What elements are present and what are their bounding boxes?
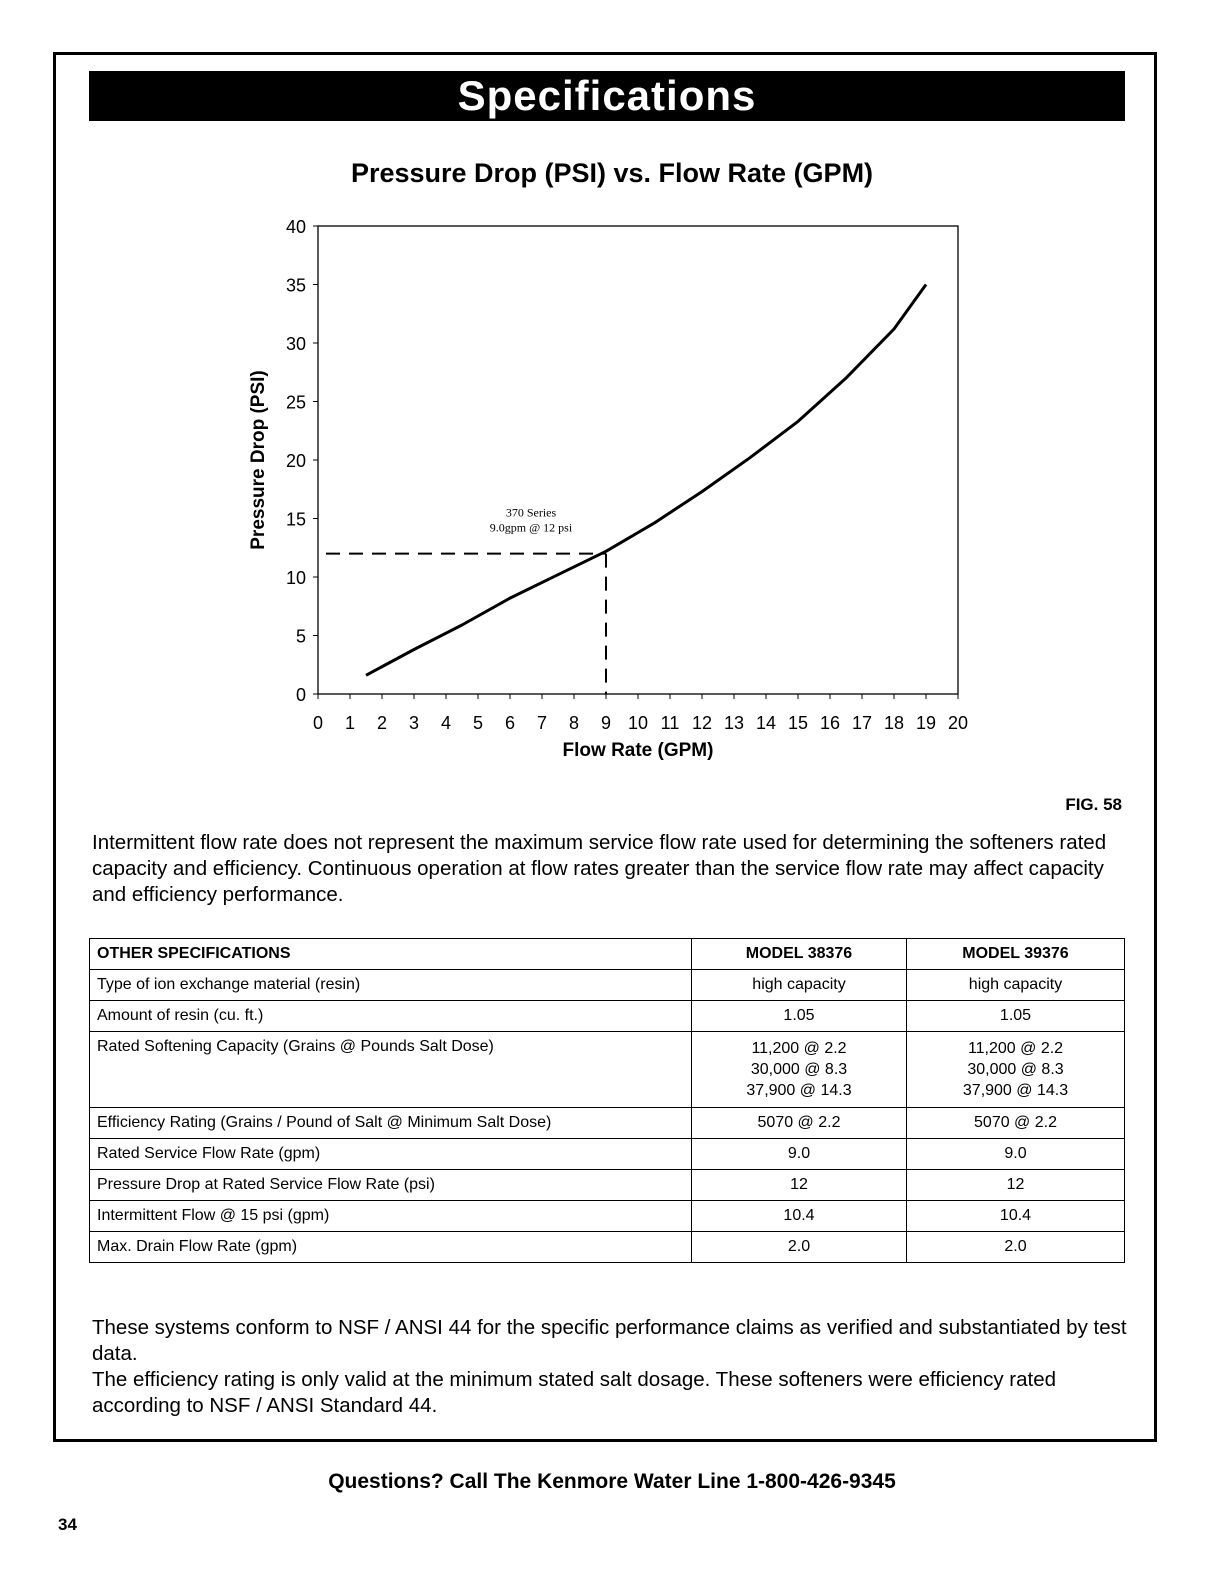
model-39376-cell: 2.0 (907, 1232, 1125, 1263)
y-tick-label: 40 (285, 217, 306, 237)
header-specification: OTHER SPECIFICATIONS (90, 939, 692, 970)
spec-label-cell: Amount of resin (cu. ft.) (90, 1001, 692, 1032)
table-row (90, 1001, 1125, 1032)
closing-paragraph (92, 1315, 1132, 1419)
page-number: 34 (58, 1515, 77, 1534)
page-title: Specifications (89, 71, 1125, 121)
table-header-row (90, 939, 1125, 970)
model-38376-cell: 1.05 (692, 1001, 907, 1032)
series-line-370 (366, 285, 926, 676)
x-tick-label: 3 (408, 713, 420, 733)
spec-label-cell: Max. Drain Flow Rate (gpm) (90, 1232, 692, 1263)
x-axis-label: Flow Rate (GPM) (562, 740, 714, 761)
x-tick-label: 0 (312, 713, 324, 733)
spec-label-cell: Rated Service Flow Rate (gpm) (90, 1139, 692, 1170)
x-tick-label: 16 (819, 713, 841, 733)
table-row (90, 1170, 1125, 1201)
x-tick-label: 20 (947, 713, 969, 733)
x-tick-label: 4 (440, 713, 452, 733)
y-tick-label: 0 (295, 685, 306, 705)
spec-label-cell: Intermittent Flow @ 15 psi (gpm) (90, 1201, 692, 1232)
x-tick-label: 15 (787, 713, 809, 733)
x-tick-label: 10 (627, 713, 649, 733)
x-tick-label: 17 (851, 713, 873, 733)
table-row (90, 1139, 1125, 1170)
plot-area (318, 226, 958, 694)
model-38376-cell: 12 (692, 1170, 907, 1201)
y-tick-label: 25 (285, 392, 306, 413)
header-model-38376: MODEL 38376 (692, 939, 907, 970)
annotation-point-label: 9.0gpm @ 12 psi (489, 520, 573, 535)
x-tick-label: 12 (691, 713, 713, 733)
y-tick-label: 20 (285, 451, 306, 471)
table-row (90, 1108, 1125, 1139)
model-39376-cell: 12 (907, 1170, 1125, 1201)
spec-label-cell: Type of ion exchange material (resin) (90, 970, 692, 1001)
model-39376-cell: 1.05 (907, 1001, 1125, 1032)
x-tick-label: 5 (472, 713, 484, 733)
x-tick-label: 7 (536, 713, 548, 733)
specifications-table (89, 938, 1125, 1263)
model-39376-cell: 11,200 @ 2.2 30,000 @ 8.3 37,900 @ 14.3 (907, 1032, 1125, 1108)
model-38376-cell: 11,200 @ 2.2 30,000 @ 8.3 37,900 @ 14.3 (692, 1032, 907, 1108)
model-39376-cell: 5070 @ 2.2 (907, 1108, 1125, 1139)
x-tick-label: 8 (568, 713, 580, 733)
spec-label-cell: Efficiency Rating (Grains / Pound of Salt @ Minimum Salt Dose) (90, 1108, 692, 1139)
y-tick-label: 15 (285, 509, 306, 530)
x-tick-label: 2 (376, 713, 388, 733)
y-tick-label: 30 (285, 334, 306, 354)
model-38376-cell: 9.0 (692, 1139, 907, 1170)
table-row (90, 1032, 1125, 1108)
spec-label-cell: Rated Softening Capacity (Grains @ Pounds Salt Dose) (90, 1032, 692, 1108)
model-38376-cell: 5070 @ 2.2 (692, 1108, 907, 1139)
x-tick-label: 6 (504, 713, 516, 733)
conformance-text: These systems conform to NSF / ANSI 44 for the specific performance claims as verified and substantiated by test data. (92, 1316, 1127, 1365)
annotation-series-name: 370 Series (505, 505, 557, 520)
chart-title: Pressure Drop (PSI) vs. Flow Rate (GPM) (350, 158, 874, 188)
model-39376-cell: high capacity (907, 970, 1125, 1001)
x-tick-label: 18 (883, 713, 905, 733)
header-model-39376: MODEL 39376 (907, 939, 1125, 970)
x-tick-label: 1 (344, 713, 356, 733)
model-38376-cell: 2.0 (692, 1232, 907, 1263)
figure-label: FIG. 58 (1065, 795, 1122, 814)
intro-paragraph: Intermittent flow rate does not represent the maximum service flow rate used for determining the softeners rated capacity and efficiency. Continuous operation at flow rates greater than the service flow rate may affect capacity and efficiency performance. (92, 831, 1107, 906)
table-row (90, 970, 1125, 1001)
pressure-drop-chart (0, 0, 1224, 790)
y-axis-label: Pressure Drop (PSI) (248, 370, 269, 550)
x-tick-label: 19 (915, 713, 937, 733)
model-39376-cell: 9.0 (907, 1139, 1125, 1170)
y-tick-label: 10 (285, 568, 306, 588)
y-tick-label: 35 (285, 275, 306, 296)
model-38376-cell: high capacity (692, 970, 907, 1001)
contact-footer: Questions? Call The Kenmore Water Line 1-800-426-9345 (328, 1470, 896, 1493)
x-tick-label: 13 (723, 713, 745, 733)
model-38376-cell: 10.4 (692, 1201, 907, 1232)
y-tick-label: 5 (295, 626, 306, 647)
table-row (90, 1232, 1125, 1263)
x-tick-label: 14 (755, 713, 777, 733)
table-row (90, 1201, 1125, 1232)
spec-label-cell: Pressure Drop at Rated Service Flow Rate (psi) (90, 1170, 692, 1201)
x-tick-label: 11 (660, 713, 680, 733)
x-tick-label: 9 (600, 713, 612, 733)
efficiency-note: The efficiency rating is only valid at the minimum stated salt dosage. These softeners were efficiency rated according to NSF / ANSI Standard 44. (92, 1368, 1056, 1417)
model-39376-cell: 10.4 (907, 1201, 1125, 1232)
